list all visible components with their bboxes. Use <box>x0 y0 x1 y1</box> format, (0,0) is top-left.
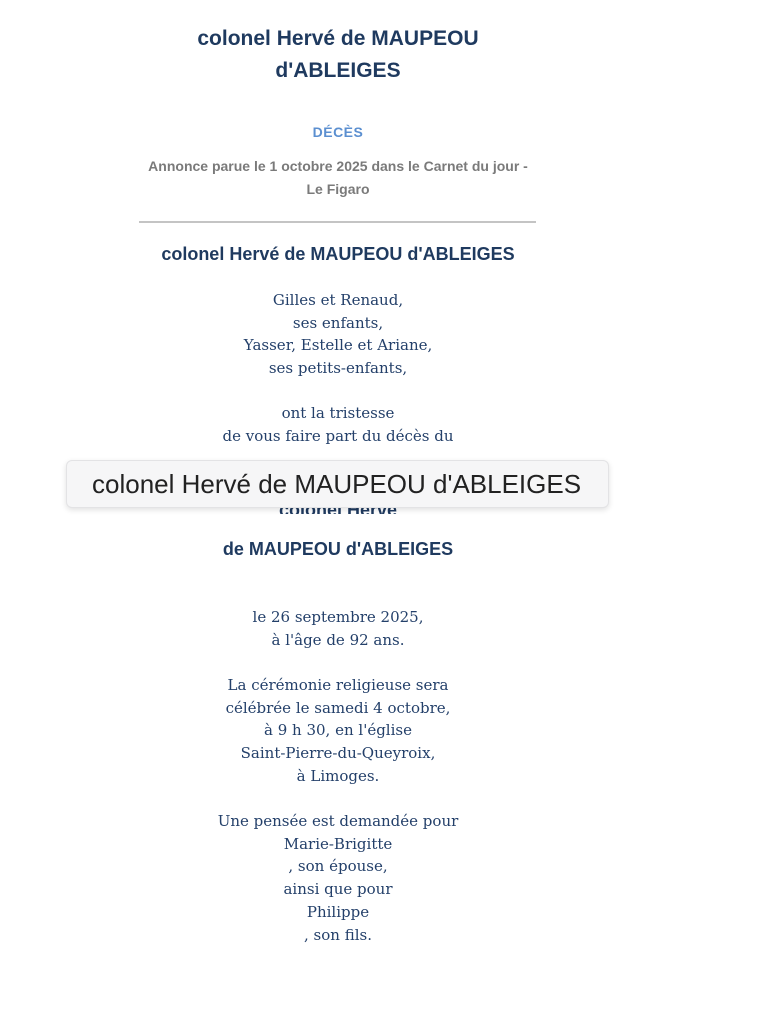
family-line: Yasser, Estelle et Ariane, <box>243 336 433 355</box>
remembrance-line: Une pensée est demandée pour <box>217 812 459 830</box>
page-title-line-2: d'ABLEIGES <box>275 59 401 82</box>
remembrance-line: , son épouse, <box>288 857 388 876</box>
deceased-name-line-2: de MAUPEOU d'ABLEIGES <box>222 539 454 559</box>
ceremony-line: La cérémonie religieuse sera <box>227 676 449 694</box>
ceremony-line: Saint-Pierre-du-Queyroix, <box>240 744 436 763</box>
category-label[interactable]: DÉCÈS <box>312 124 364 140</box>
family-block <box>0 289 676 380</box>
ceremony-block <box>0 674 676 788</box>
ceremony-line: célébrée le samedi 4 octobre, <box>225 698 451 717</box>
family-line: ses petits-enfants, <box>268 359 408 378</box>
remembrance-line: ainsi que pour <box>283 880 393 899</box>
date-line: le 26 septembre 2025, <box>252 608 424 626</box>
date-block <box>0 606 676 651</box>
page-title-line-1: colonel Hervé de MAUPEOU <box>197 27 479 50</box>
date-line: à l'âge de 92 ans. <box>271 630 405 649</box>
announcement-line: de vous faire part du décès du <box>222 426 454 445</box>
family-line: Gilles et Renaud, <box>272 291 404 309</box>
ceremony-line: à Limoges. <box>296 766 380 785</box>
publication-info-line-1: Annonce parue le 1 octobre 2025 dans le Carnet du jour - <box>148 158 528 174</box>
announcement-line: ont la tristesse <box>281 404 395 422</box>
divider <box>139 221 536 223</box>
ceremony-line: à 9 h 30, en l'église <box>264 721 412 740</box>
remembrance-line: , son fils. <box>304 925 372 944</box>
notice-title: colonel Hervé de MAUPEOU d'ABLEIGES <box>161 244 515 264</box>
remembrance-line: Marie-Brigitte <box>283 834 393 853</box>
tooltip: colonel Hervé de MAUPEOU d'ABLEIGES <box>66 460 609 508</box>
remembrance-line: Philippe <box>306 902 370 921</box>
family-line: ses enfants, <box>292 313 384 332</box>
publication-info-line-2: Le Figaro <box>306 181 370 197</box>
publication-info <box>138 155 538 201</box>
remembrance-block <box>0 810 676 946</box>
announcement-block <box>0 402 676 447</box>
